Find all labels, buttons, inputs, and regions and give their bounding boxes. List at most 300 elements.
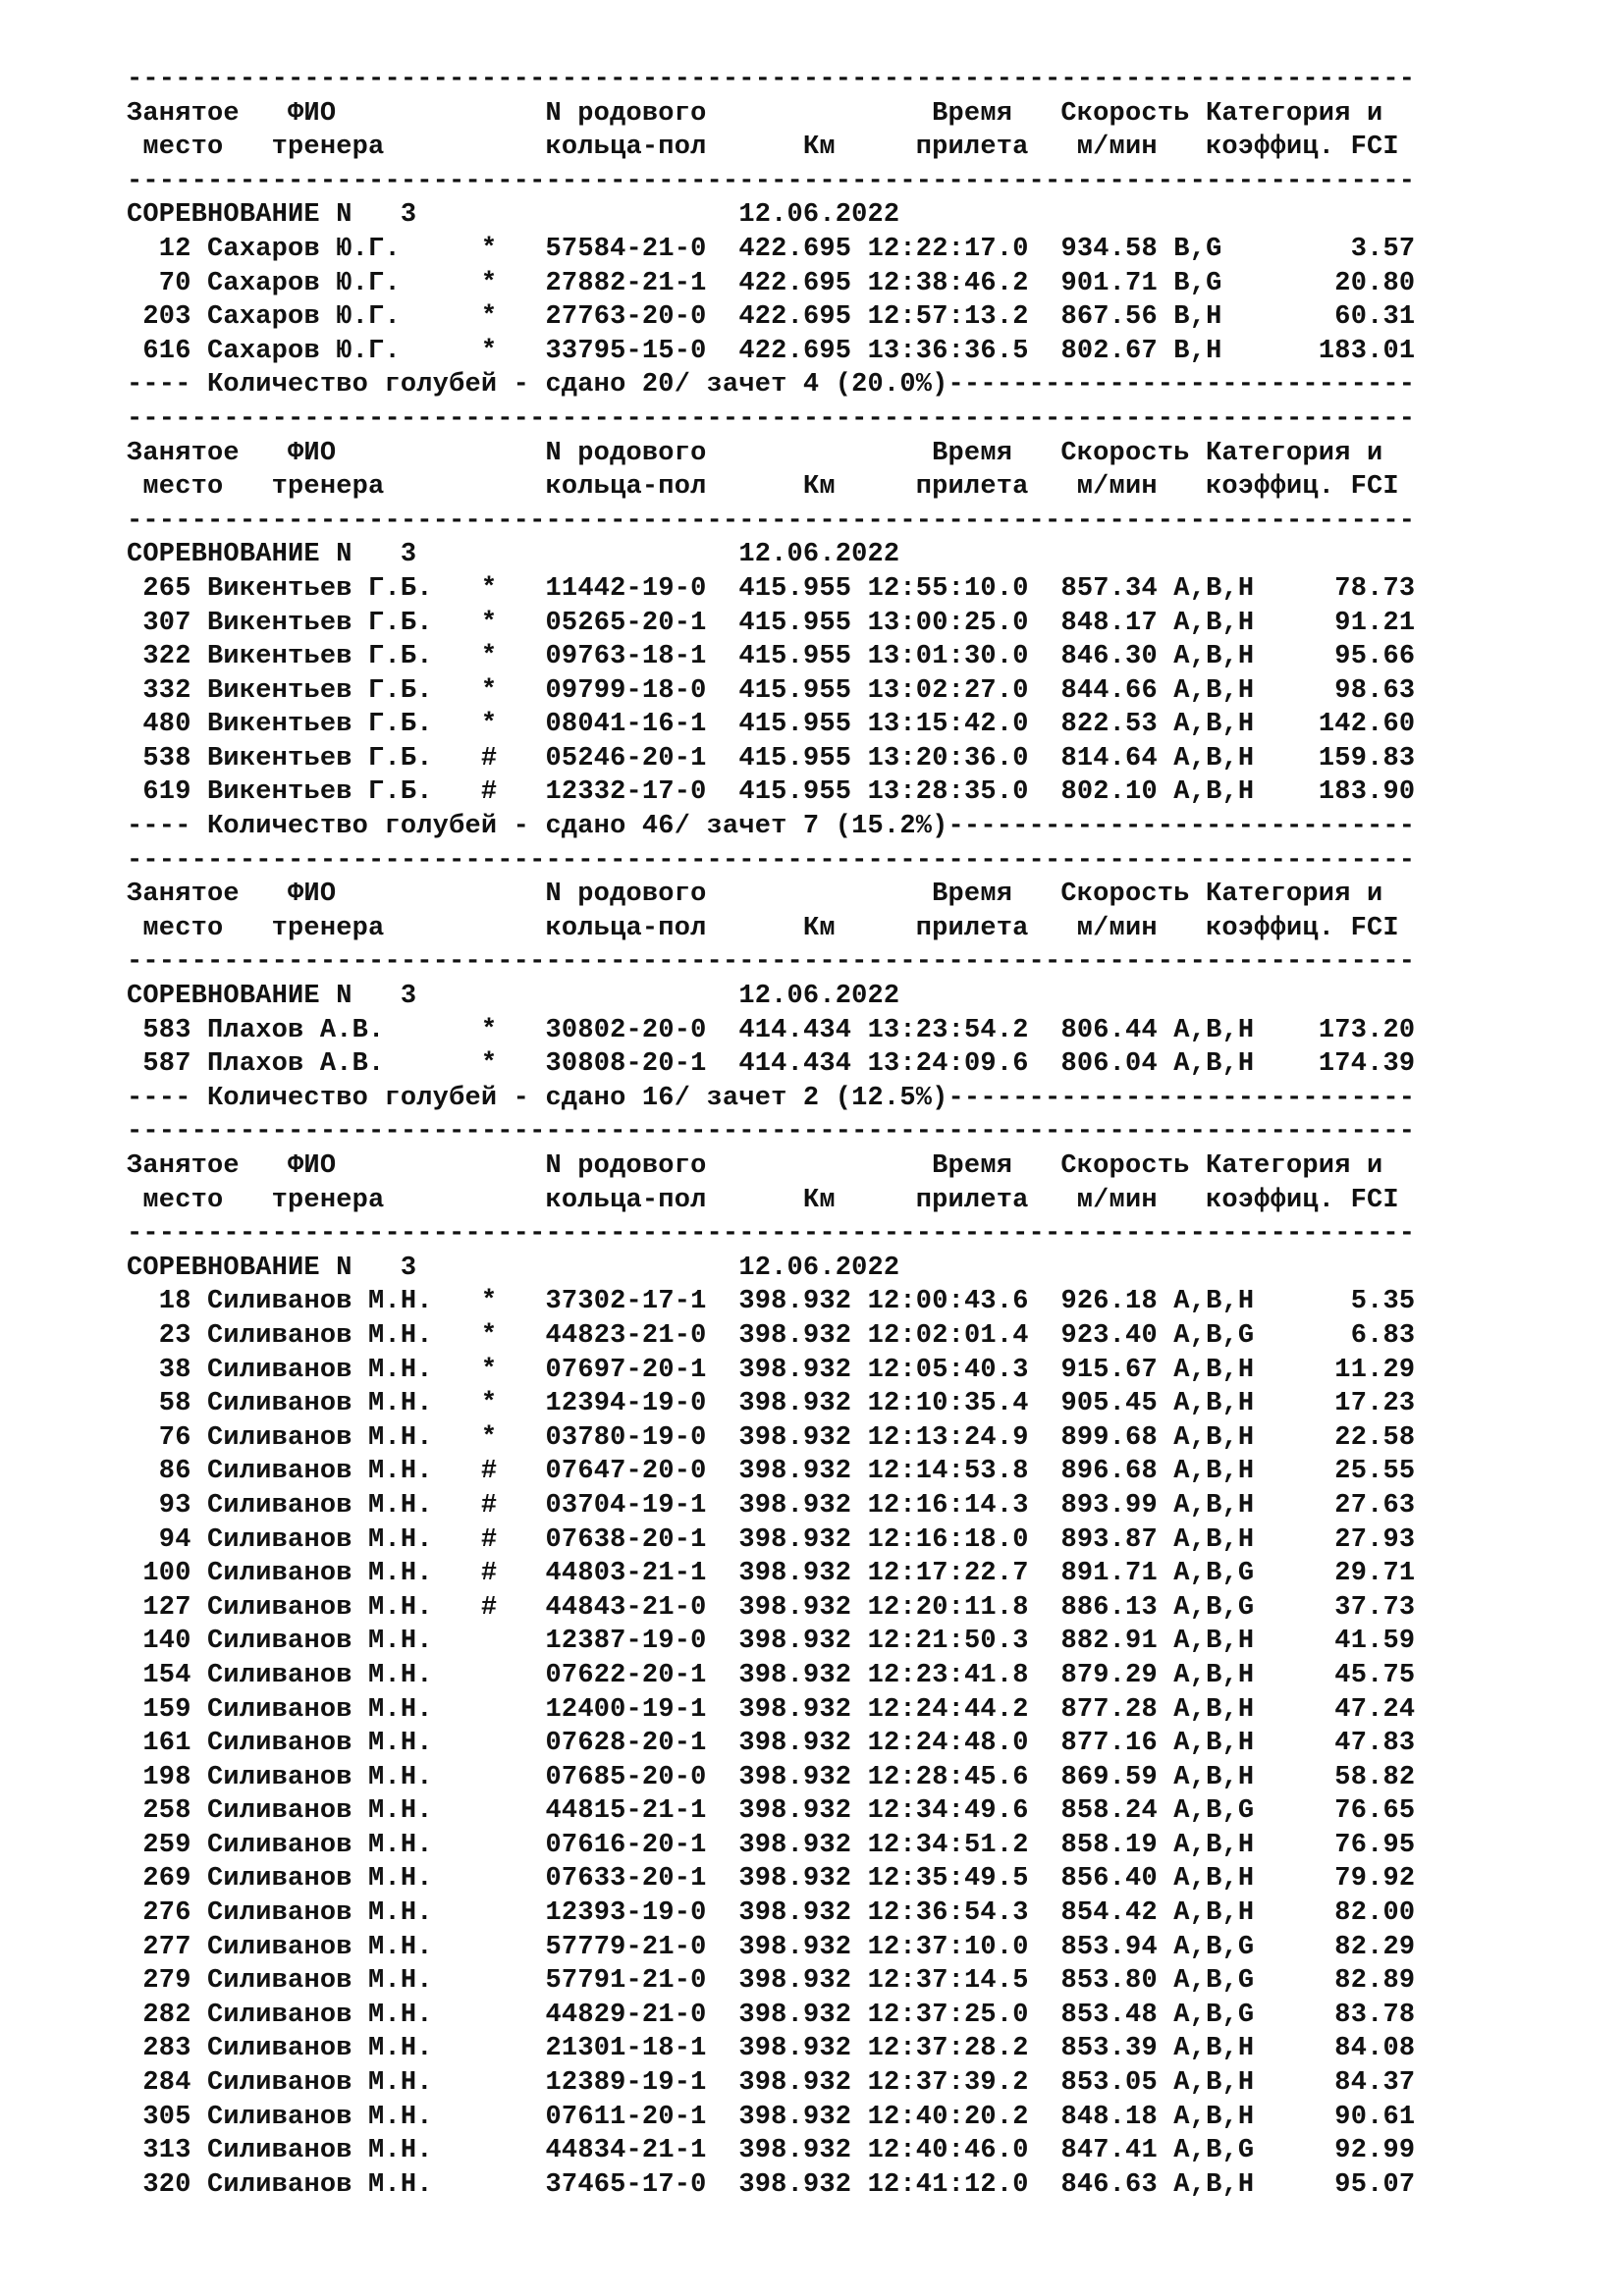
speed-cell: 846.30 (1060, 642, 1158, 672)
km-cell: 398.932 (738, 1762, 852, 1792)
divider: -------------------------------------------------------------------------------- (127, 166, 1416, 196)
ring-cell: 07616-20-1 (545, 1830, 707, 1860)
table-row (127, 1557, 1415, 1591)
speed-cell: 853.80 (1060, 1966, 1158, 1997)
km-cell: 398.932 (738, 1627, 852, 1657)
time-cell: 12:57:13.2 (867, 302, 1029, 333)
mark-cell: * (480, 710, 498, 740)
ring-cell: 07628-20-1 (545, 1729, 707, 1759)
table-row (127, 674, 1415, 709)
time-cell: 13:24:09.6 (867, 1049, 1029, 1080)
mark-cell: * (480, 268, 498, 298)
place-cell: 203 (127, 302, 191, 333)
time-cell: 12:02:01.4 (867, 1320, 1029, 1351)
table-row (127, 2168, 1415, 2203)
table-row (127, 708, 1415, 742)
fci-cell: 41.59 (1286, 1627, 1416, 1657)
ring-cell: 44834-21-1 (545, 2136, 707, 2166)
speed-cell: 856.40 (1060, 1864, 1158, 1895)
fci-cell: 82.89 (1286, 1966, 1416, 1997)
name-cell: Силиванов М.Н. (207, 1422, 450, 1453)
category-cell: A,B,G (1173, 1559, 1271, 1589)
place-cell: 265 (127, 573, 191, 604)
time-cell: 12:34:51.2 (867, 1830, 1029, 1860)
time-cell: 12:41:12.0 (867, 2169, 1029, 2200)
table-row (127, 775, 1415, 810)
mark-cell (481, 1627, 497, 1656)
ring-cell: 07638-20-1 (545, 1524, 707, 1555)
speed-cell: 802.10 (1060, 777, 1158, 808)
name-cell: Викентьев Г.Б. (207, 743, 450, 774)
category-cell: B,H (1173, 302, 1271, 333)
mark-cell: # (480, 1592, 498, 1623)
category-cell: A,B,H (1173, 1694, 1271, 1725)
ring-cell: 30808-20-1 (545, 1049, 707, 1080)
place-cell: 480 (127, 710, 191, 740)
name-cell: Силиванов М.Н. (207, 1524, 450, 1555)
category-cell: A,B,H (1173, 1287, 1271, 1317)
category-cell: A,B,H (1173, 2102, 1271, 2132)
category-cell: A,B,H (1173, 1898, 1271, 1929)
mark-cell (481, 2170, 497, 2200)
name-cell: Силиванов М.Н. (207, 2000, 450, 2030)
km-cell: 422.695 (738, 268, 852, 298)
fci-cell: 174.39 (1286, 1049, 1416, 1080)
ring-cell: 27763-20-0 (545, 302, 707, 333)
mark-cell: * (480, 1422, 498, 1453)
ring-cell: 44829-21-0 (545, 2000, 707, 2030)
competition-label: СОРЕВНОВАНИЕ N 3 (127, 200, 739, 231)
competition-label: СОРЕВНОВАНИЕ N 3 (127, 1253, 739, 1283)
place-cell: 279 (127, 1966, 191, 1997)
mark-cell (481, 2001, 497, 2030)
ring-cell: 07611-20-1 (545, 2102, 707, 2132)
name-cell: Силиванов М.Н. (207, 2169, 450, 2200)
place-cell: 583 (127, 1015, 191, 1045)
category-cell: A,B,H (1173, 777, 1271, 808)
place-cell: 258 (127, 1796, 191, 1827)
fci-cell: 47.83 (1286, 1729, 1416, 1759)
ring-cell: 44803-21-1 (545, 1559, 707, 1589)
column-header-line-2: место тренера кольца-пол Км прилета м/мин коэффиц. FCI (127, 133, 1399, 163)
category-cell: A,B,G (1173, 1966, 1271, 1997)
category-cell: A,B,H (1173, 743, 1271, 774)
speed-cell: 806.04 (1060, 1049, 1158, 1080)
fci-cell: 90.61 (1286, 2102, 1416, 2132)
column-header-line-2: место тренера кольца-пол Км прилета м/мин коэффиц. FCI (127, 913, 1399, 943)
section-title (127, 538, 1415, 572)
place-cell: 12 (127, 234, 191, 264)
table-row (127, 1964, 1415, 1999)
km-cell: 398.932 (738, 2102, 852, 2132)
speed-cell: 848.18 (1060, 2102, 1158, 2132)
name-cell: Силиванов М.Н. (207, 1762, 450, 1792)
time-cell: 12:22:17.0 (867, 234, 1029, 264)
table-row (127, 742, 1415, 776)
category-cell: A,B,H (1173, 710, 1271, 740)
category-cell: A,B,H (1173, 1830, 1271, 1860)
mark-cell: * (480, 675, 498, 706)
name-cell: Силиванов М.Н. (207, 1490, 450, 1521)
fci-cell: 82.00 (1286, 1898, 1416, 1929)
ring-cell: 57791-21-0 (545, 1966, 707, 1997)
speed-cell: 893.87 (1060, 1524, 1158, 1555)
name-cell: Силиванов М.Н. (207, 1864, 450, 1895)
time-cell: 13:00:25.0 (867, 608, 1029, 638)
mark-cell: * (480, 1049, 498, 1080)
mark-cell (481, 2136, 497, 2165)
category-cell: A,B,H (1173, 2068, 1271, 2099)
speed-cell: 848.17 (1060, 608, 1158, 638)
time-cell: 12:16:18.0 (867, 1524, 1029, 1555)
table-row (127, 233, 1415, 267)
mark-cell: # (480, 743, 498, 774)
name-cell: Силиванов М.Н. (207, 1966, 450, 1997)
name-cell: Сахаров Ю.Г. (207, 268, 450, 298)
fci-cell: 27.93 (1286, 1524, 1416, 1555)
ring-cell: 12387-19-0 (545, 1627, 707, 1657)
fci-cell: 84.08 (1286, 2034, 1416, 2064)
ring-cell: 27882-21-1 (545, 268, 707, 298)
divider: -------------------------------------------------------------------------------- (127, 1219, 1416, 1250)
fci-cell: 76.65 (1286, 1796, 1416, 1827)
mark-cell: # (480, 1559, 498, 1589)
category-cell: A,B,H (1173, 573, 1271, 604)
speed-cell: 853.39 (1060, 2034, 1158, 2064)
ring-cell: 09763-18-1 (545, 642, 707, 672)
fci-cell: 22.58 (1286, 1422, 1416, 1453)
mark-cell: * (480, 1389, 498, 1419)
category-cell: B,H (1173, 336, 1271, 366)
column-header-line-2: место тренера кольца-пол Км прилета м/мин коэффиц. FCI (127, 472, 1399, 503)
km-cell: 398.932 (738, 1457, 852, 1487)
divider: -------------------------------------------------------------------------------- (127, 506, 1416, 536)
mark-cell: # (480, 777, 498, 808)
competition-label: СОРЕВНОВАНИЕ N 3 (127, 540, 739, 570)
name-cell: Сахаров Ю.Г. (207, 234, 450, 264)
mark-cell (481, 1898, 497, 1928)
time-cell: 13:15:42.0 (867, 710, 1029, 740)
table-row (127, 1896, 1415, 1931)
speed-cell: 869.59 (1060, 1762, 1158, 1792)
category-cell: B,G (1173, 234, 1271, 264)
ring-cell: 30802-20-0 (545, 1015, 707, 1045)
table-row (127, 1455, 1415, 1489)
table-row (127, 1659, 1415, 1693)
table-row (127, 572, 1415, 607)
fci-cell: 183.90 (1286, 777, 1416, 808)
time-cell: 12:13:24.9 (867, 1422, 1029, 1453)
ring-cell: 57779-21-0 (545, 1932, 707, 1962)
name-cell: Силиванов М.Н. (207, 2136, 450, 2166)
place-cell: 619 (127, 777, 191, 808)
ring-cell: 37302-17-1 (545, 1287, 707, 1317)
ring-cell: 44815-21-1 (545, 1796, 707, 1827)
mark-cell: # (480, 1524, 498, 1555)
category-cell: A,B,H (1173, 608, 1271, 638)
fci-cell: 25.55 (1286, 1457, 1416, 1487)
time-cell: 12:05:40.3 (867, 1355, 1029, 1385)
competition-label: СОРЕВНОВАНИЕ N 3 (127, 982, 739, 1012)
km-cell: 398.932 (738, 1864, 852, 1895)
place-cell: 616 (127, 336, 191, 366)
place-cell: 140 (127, 1627, 191, 1657)
table-row (127, 1014, 1415, 1048)
time-cell: 12:24:48.0 (867, 1729, 1029, 1759)
ring-cell: 11442-19-0 (545, 573, 707, 604)
mark-cell (481, 1661, 497, 1690)
table-row (127, 2134, 1415, 2168)
name-cell: Силиванов М.Н. (207, 1729, 450, 1759)
place-cell: 283 (127, 2034, 191, 2064)
section-summary: ---- Количество голубей - сдано 46/ зачет 7 (15.2%)----------------------------- (127, 812, 1416, 842)
name-cell: Силиванов М.Н. (207, 1660, 450, 1690)
km-cell: 398.932 (738, 2000, 852, 2030)
time-cell: 12:24:44.2 (867, 1694, 1029, 1725)
fci-cell: 47.24 (1286, 1694, 1416, 1725)
km-cell: 398.932 (738, 1355, 852, 1385)
time-cell: 12:14:53.8 (867, 1457, 1029, 1487)
name-cell: Силиванов М.Н. (207, 1796, 450, 1827)
name-cell: Викентьев Г.Б. (207, 675, 450, 706)
category-cell: A,B,H (1173, 1422, 1271, 1453)
category-cell: A,B,H (1173, 1049, 1271, 1080)
speed-cell: 802.67 (1060, 336, 1158, 366)
fci-cell: 78.73 (1286, 573, 1416, 604)
table-row (127, 1999, 1415, 2033)
place-cell: 282 (127, 2000, 191, 2030)
fci-cell: 5.35 (1286, 1287, 1416, 1317)
fci-cell: 82.29 (1286, 1932, 1416, 1962)
section-title (127, 1252, 1415, 1286)
place-cell: 38 (127, 1355, 191, 1385)
fci-cell: 29.71 (1286, 1559, 1416, 1589)
speed-cell: 926.18 (1060, 1287, 1158, 1317)
table-row (127, 2101, 1415, 2135)
ring-cell: 07633-20-1 (545, 1864, 707, 1895)
category-cell: A,B,G (1173, 2000, 1271, 2030)
name-cell: Викентьев Г.Б. (207, 777, 450, 808)
time-cell: 12:40:20.2 (867, 2102, 1029, 2132)
fci-cell: 98.63 (1286, 675, 1416, 706)
fci-cell: 79.92 (1286, 1864, 1416, 1895)
km-cell: 422.695 (738, 302, 852, 333)
place-cell: 277 (127, 1932, 191, 1962)
time-cell: 12:16:14.3 (867, 1490, 1029, 1521)
km-cell: 398.932 (738, 1729, 852, 1759)
time-cell: 12:10:35.4 (867, 1389, 1029, 1419)
speed-cell: 879.29 (1060, 1660, 1158, 1690)
km-cell: 398.932 (738, 2136, 852, 2166)
mark-cell (481, 1763, 497, 1792)
fci-cell: 20.80 (1286, 268, 1416, 298)
time-cell: 12:37:10.0 (867, 1932, 1029, 1962)
speed-cell: 893.99 (1060, 1490, 1158, 1521)
table-row (127, 1421, 1415, 1456)
ring-cell: 57584-21-0 (545, 234, 707, 264)
table-row (127, 1354, 1415, 1388)
category-cell: A,B,H (1173, 642, 1271, 672)
section-summary: ---- Количество голубей - сдано 20/ зачет 4 (20.0%)----------------------------- (127, 370, 1416, 400)
km-cell: 398.932 (738, 1287, 852, 1317)
results-report (127, 63, 1415, 2202)
fci-cell: 142.60 (1286, 710, 1416, 740)
km-cell: 415.955 (738, 608, 852, 638)
category-cell: A,B,H (1173, 1864, 1271, 1895)
mark-cell: * (480, 1287, 498, 1317)
place-cell: 269 (127, 1864, 191, 1895)
fci-cell: 3.57 (1286, 234, 1416, 264)
mark-cell (481, 1966, 497, 1996)
category-cell: A,B,H (1173, 1729, 1271, 1759)
place-cell: 94 (127, 1524, 191, 1555)
category-cell: A,B,H (1173, 2034, 1271, 2064)
speed-cell: 901.71 (1060, 268, 1158, 298)
category-cell: A,B,H (1173, 675, 1271, 706)
ring-cell: 12394-19-0 (545, 1389, 707, 1419)
mark-cell: * (480, 302, 498, 333)
place-cell: 93 (127, 1490, 191, 1521)
time-cell: 12:37:39.2 (867, 2068, 1029, 2099)
name-cell: Силиванов М.Н. (207, 2068, 450, 2099)
place-cell: 320 (127, 2169, 191, 2200)
km-cell: 414.434 (738, 1049, 852, 1080)
time-cell: 12:17:22.7 (867, 1559, 1029, 1589)
category-cell: A,B,H (1173, 1355, 1271, 1385)
time-cell: 12:23:41.8 (867, 1660, 1029, 1690)
category-cell: A,B,H (1173, 2169, 1271, 2200)
category-cell: A,B,G (1173, 1796, 1271, 1827)
km-cell: 415.955 (738, 710, 852, 740)
table-row (127, 1591, 1415, 1626)
mark-cell (481, 1831, 497, 1860)
speed-cell: 923.40 (1060, 1320, 1158, 1351)
speed-cell: 858.19 (1060, 1830, 1158, 1860)
time-cell: 12:37:25.0 (867, 2000, 1029, 2030)
ring-cell: 09799-18-0 (545, 675, 707, 706)
name-cell: Плахов А.В. (207, 1049, 450, 1080)
column-header-line-1: Занятое ФИО N родового Время Скорость Категория и (127, 438, 1383, 468)
table-row (127, 1862, 1415, 1896)
ring-cell: 12332-17-0 (545, 777, 707, 808)
fci-cell: 11.29 (1286, 1355, 1416, 1385)
km-cell: 398.932 (738, 1796, 852, 1827)
table-row (127, 1625, 1415, 1659)
fci-cell: 27.63 (1286, 1490, 1416, 1521)
mark-cell: * (480, 1320, 498, 1351)
speed-cell: 853.48 (1060, 2000, 1158, 2030)
place-cell: 86 (127, 1457, 191, 1487)
table-row (127, 300, 1415, 335)
km-cell: 398.932 (738, 1660, 852, 1690)
time-cell: 12:37:28.2 (867, 2034, 1029, 2064)
speed-cell: 806.44 (1060, 1015, 1158, 1045)
km-cell: 398.932 (738, 1490, 852, 1521)
km-cell: 422.695 (738, 234, 852, 264)
speed-cell: 877.28 (1060, 1694, 1158, 1725)
table-row (127, 335, 1415, 369)
speed-cell: 857.34 (1060, 573, 1158, 604)
column-header-line-1: Занятое ФИО N родового Время Скорость Категория и (127, 1151, 1383, 1181)
ring-cell: 44843-21-0 (545, 1592, 707, 1623)
table-row (127, 640, 1415, 674)
place-cell: 23 (127, 1320, 191, 1351)
table-row (127, 1387, 1415, 1421)
mark-cell (481, 1864, 497, 1894)
ring-cell: 08041-16-1 (545, 710, 707, 740)
speed-cell: 847.41 (1060, 2136, 1158, 2166)
fci-cell: 92.99 (1286, 2136, 1416, 2166)
table-row (127, 1319, 1415, 1354)
fci-cell: 83.78 (1286, 2000, 1416, 2030)
time-cell: 12:40:46.0 (867, 2136, 1029, 2166)
table-row (127, 1727, 1415, 1761)
category-cell: B,G (1173, 268, 1271, 298)
speed-cell: 822.53 (1060, 710, 1158, 740)
km-cell: 415.955 (738, 777, 852, 808)
ring-cell: 05246-20-1 (545, 743, 707, 774)
mark-cell: # (480, 1490, 498, 1521)
speed-cell: 877.16 (1060, 1729, 1158, 1759)
time-cell: 12:35:49.5 (867, 1864, 1029, 1895)
competition-date: 12.06.2022 (738, 540, 900, 570)
place-cell: 154 (127, 1660, 191, 1690)
place-cell: 100 (127, 1559, 191, 1589)
ring-cell: 07622-20-1 (545, 1660, 707, 1690)
table-row (127, 1047, 1415, 1082)
fci-cell: 37.73 (1286, 1592, 1416, 1623)
place-cell: 276 (127, 1898, 191, 1929)
fci-cell: 45.75 (1286, 1660, 1416, 1690)
km-cell: 398.932 (738, 1320, 852, 1351)
divider: -------------------------------------------------------------------------------- (127, 845, 1416, 876)
fci-cell: 95.66 (1286, 642, 1416, 672)
time-cell: 12:20:11.8 (867, 1592, 1029, 1623)
name-cell: Силиванов М.Н. (207, 2102, 450, 2132)
km-cell: 398.932 (738, 1932, 852, 1962)
speed-cell: 853.94 (1060, 1932, 1158, 1962)
km-cell: 398.932 (738, 1694, 852, 1725)
name-cell: Силиванов М.Н. (207, 1355, 450, 1385)
km-cell: 415.955 (738, 675, 852, 706)
ring-cell: 03780-19-0 (545, 1422, 707, 1453)
name-cell: Силиванов М.Н. (207, 1559, 450, 1589)
name-cell: Силиванов М.Н. (207, 1389, 450, 1419)
time-cell: 12:55:10.0 (867, 573, 1029, 604)
place-cell: 313 (127, 2136, 191, 2166)
section-title (127, 980, 1415, 1014)
name-cell: Викентьев Г.Б. (207, 573, 450, 604)
ring-cell: 44823-21-0 (545, 1320, 707, 1351)
speed-cell: 891.71 (1060, 1559, 1158, 1589)
speed-cell: 867.56 (1060, 302, 1158, 333)
place-cell: 70 (127, 268, 191, 298)
table-row (127, 1931, 1415, 1965)
km-cell: 398.932 (738, 1524, 852, 1555)
ring-cell: 21301-18-1 (545, 2034, 707, 2064)
km-cell: 422.695 (738, 336, 852, 366)
time-cell: 12:38:46.2 (867, 268, 1029, 298)
name-cell: Сахаров Ю.Г. (207, 336, 450, 366)
place-cell: 305 (127, 2102, 191, 2132)
table-row (127, 2066, 1415, 2101)
fci-cell: 6.83 (1286, 1320, 1416, 1351)
place-cell: 198 (127, 1762, 191, 1792)
column-header-line-1: Занятое ФИО N родового Время Скорость Категория и (127, 98, 1383, 129)
ring-cell: 03704-19-1 (545, 1490, 707, 1521)
mark-cell: # (480, 1457, 498, 1487)
fci-cell: 17.23 (1286, 1389, 1416, 1419)
